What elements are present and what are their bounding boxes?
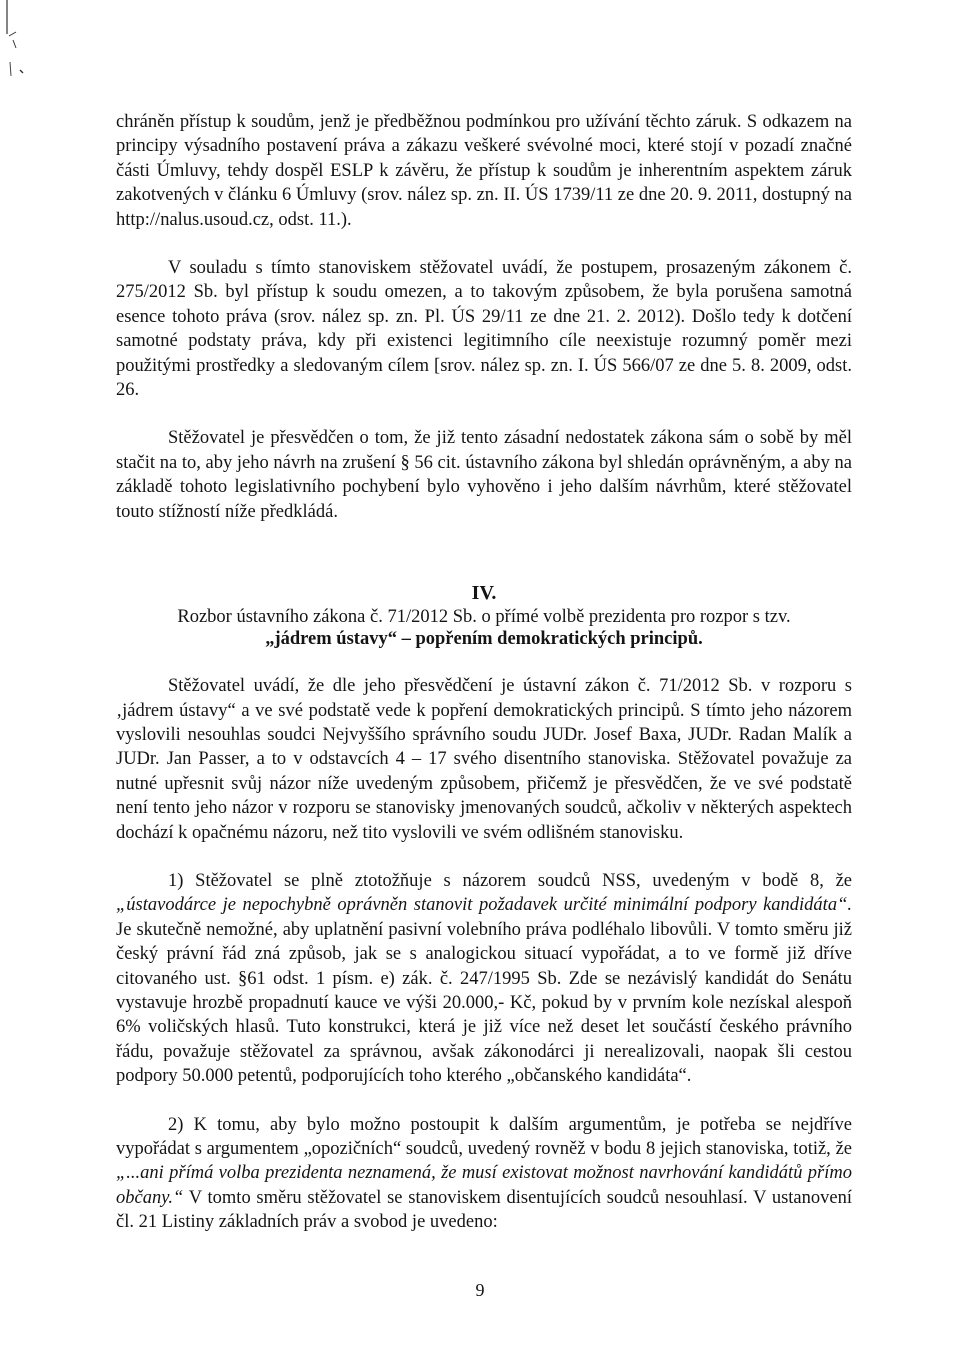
point-2 [116,1113,852,1235]
point-1-rest: Je skutečně nemožné, aby uplatnění pasivní volebního práva podléhalo libovůli. V tomto směru již český právní řád zná způsob, jak se s analogickou situací vypořádat, a to ve formě již dříve citovaného ust. §61 odst. 1 písm. e) zák. č. 247/1995 Sb. Zde se nezávislý kandidát do Senátu vystavuje hrozbě propadnutí kauce ve výši 20.000,- Kč, pokud by v prvním kole nezískal alespoň 6% voličských hlasů. Tuto konstrukci, která je již více než deset let součástí českého právního řádu, považuje stěžovatel za správnou, avšak zákonodárci ji nerealizovali, naopak šli cestou podpory 50.000 petentů, podporujících toho kterého „občanského kandidáta“. [116,919,852,1087]
point-2-quote: „...ani přímá volba prezidenta neznamená, že musí existovat možnost navrhování kandidátů přímo občany.“ [116,1163,852,1208]
paragraph-scope: V souladu s tímto stanoviskem stěžovatel uvádí, že postupem, prosazeným zákonem č. 275/2012 Sb. byl přístup k soudu omezen, a to takovým způsobem, že byla porušena samotná esence tohoto práva (srov. nález sp. zn. Pl. ÚS 29/11 ze dne 21. 2. 2012). Došlo tedy k dotčení samotné podstaty práva, kdy při existenci legitimního cíle neexistuje rozumný poměr mezi použitými prostředky a sledovaným cílem [srov. nález sp. zn. I. ÚS 566/07 ze dne 5. 8. 2009, odst. 26. [116,258,852,401]
point-1-start: 1) Stěžovatel se plně ztotožňuje s názorem soudců NSS, uvedeným v bodě 8, že [168,870,852,891]
section-title: Rozbor ústavního zákona č. 71/2012 Sb. o přímé volbě prezidenta pro rozpor s tzv. [177,607,791,628]
section-subtitle: „jádrem ústavy“ – popřením demokratických principů. [265,629,703,650]
paragraph-conviction: Stěžovatel je přesvědčen o tom, že již tento zásadní nedostatek zákona sám o sobě by měl stačit na to, aby jeho návrh na zrušení § 56 cit. ústavního zákona byl shledán oprávněným, a aby na základě tohoto legislativního pochybení bylo vyhověno i jeho dalším návrhům, které stěžovatel touto stížností níže předkládá. [116,428,852,522]
point-1 [116,869,852,1089]
document-body [116,110,852,1235]
paragraph-after-heading: Stěžovatel uvádí, že dle jeho přesvědčení je ústavní zákon č. 71/2012 Sb. v rozporu s ‚jádrem ústavy“ a ve své podstatě vede k popření demokratických principů. S tímto jeho názorem vyslovili nesouhlas soudci Nejvyššího správního soudu JUDr. Josef Baxa, JUDr. Radan Malík a JUDr. Jan Passer, a to v odstavcích 4 – 17 svého disentního stanoviska. Stěžovatel považuje za nutné upřesnit svůj názor níže uvedeným způsobem, přičemž je přesvědčen, že ve své podstatě není tento jeho názor v rozporu se stanovisky jmenovaných soudců, ačkoliv v některých aspektech dochází k opačnému názoru, než tito vyslovili ve svém odlišném stanovisku. [116,676,852,843]
scan-margin-marks [0,0,40,110]
section-heading [116,580,852,650]
point-2-start: 2) K tomu, aby bylo možno postoupit k dalším argumentům, je potřeba se nejdříve vypořádat s argumentem „opozičních“ soudců, uvedený rovněž v bodu 8 jejich stanoviska, totiž, že [116,1114,852,1159]
point-1-quote: „ústavodárce je nepochybně oprávněn stanovit požadavek určité minimální podpory kandidáta“. [116,895,852,916]
section-number: IV. [471,582,497,605]
point-2-rest: V tomto směru stěžovatel se stanoviskem disentujících soudců nesouhlasí. V ustanovení čl. 21 Listiny základních práv a svobod je uvedeno: [116,1187,852,1233]
page-number: 9 [475,1280,485,1300]
paragraph-continuation: chráněn přístup k soudům, jenž je předběžnou podmínkou pro užívání těchto záruk. S odkazem na principy výsadního postavení práva a zákazu veškeré svévolné moci, které stojí v pozadí značné části Úmluvy, tehdy dospěl ESLP k závěru, že přístup k soudům je inherentním aspektem záruk zakotvených v článku 6 Úmluvy (srov. nález sp. zn. II. ÚS 1739/11 ze dne 20. 9. 2011, dostupný na http://nalus.usoud.cz, odst. 11.). [116,112,852,230]
